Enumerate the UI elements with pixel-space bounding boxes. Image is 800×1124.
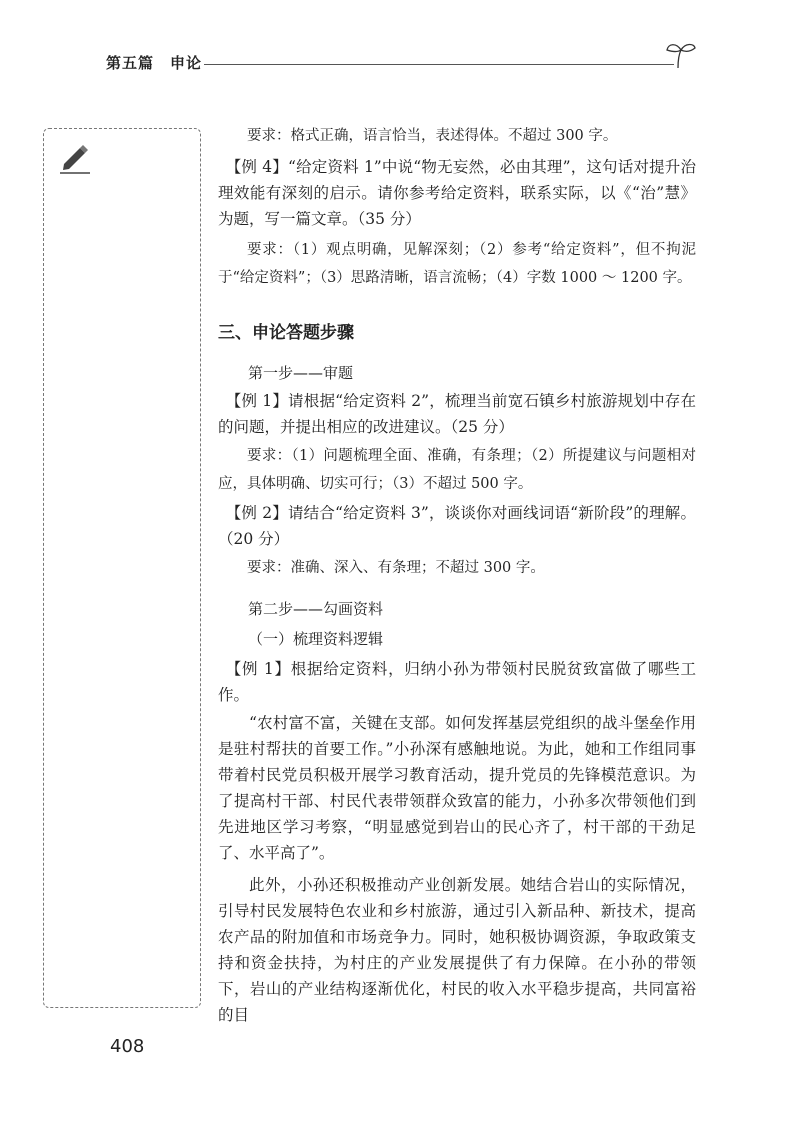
example-4: 【例 4】“给定资料 1”中说“物无妄然，必由其理”，这句话对提升治理效能有深刻的启示。请你参考给定资料，联系实际，以《“治”慧》为题，写一篇文章。（35 分） <box>218 158 696 228</box>
sprout-icon <box>664 40 698 70</box>
example-4-requirement: 要求：（1）观点明确，见解深刻；（2）参考“给定资料”，但不拘泥于“给定资料”；（3）思路清晰，语言流畅；（4）字数 1000 ～ 1200 字。 <box>218 242 696 286</box>
step1-example-2-requirement: 要求：准确、深入、有条理；不超过 300 字。 <box>247 560 545 576</box>
requirement-text: 要求：格式正确，语言恰当，表述得体。不超过 300 字。 <box>247 128 618 144</box>
step1-example-1-requirement: 要求：（1）问题梳理全面、准确，有条理；（2）所提建议与问题相对应，具体明确、切实可行；（3）不超过 500 字。 <box>218 448 696 492</box>
subsection-title: （一）梳理资料逻辑 <box>248 630 384 648</box>
step2-example-1: 【例 1】根据给定资料，归纳小孙为带领村民脱贫致富做了哪些工作。 <box>218 660 696 704</box>
main-content <box>218 122 696 1028</box>
notes-sidebar <box>43 128 201 1008</box>
page-number: 408 <box>110 1036 145 1057</box>
material-paragraph-1: “农村富不富，关键在支部。如何发挥基层党组织的战斗堡垒作用是驻村帮扶的首要工作。”小孙深有感触地说。为此，她和工作组同事带着村民党员积极开展学习教育活动，提升党员的先锋模范意识。为了提高村干部、村民代表带领群众致富的能力，小孙多次带领他们到先进地区学习考察，“明显感觉到岩山的民心齐了，村干部的干劲足了、水平高了”。 <box>218 714 696 862</box>
step-1-title: 第一步——审题 <box>248 364 354 382</box>
material-paragraph-2: 此外，小孙还积极推动产业创新发展。她结合岩山的实际情况，引导村民发展特色农业和乡村旅游，通过引入新品种、新技术，提高农产品的附加值和市场竞争力。同时，她积极协调资源，争取政策支持和资金扶持，为村庄的产业发展提供了有力保障。在小孙的带领下，岩山的产业结构逐渐优化，村民的收入水平稳步提高，共同富裕的目 <box>218 876 696 1024</box>
section-title: 三、申论答题步骤 <box>218 323 354 343</box>
step1-example-1: 【例 1】请根据“给定资料 2”，梳理当前宽石镇乡村旅游规划中存在的问题，并提出相应的改进建议。（25 分） <box>218 392 696 436</box>
header-rule <box>204 64 674 65</box>
pencil-icon <box>58 144 92 174</box>
chapter-header: 第五篇 申论 <box>106 54 203 72</box>
step-2-title: 第二步——勾画资料 <box>248 600 384 618</box>
step1-example-2: 【例 2】请结合“给定资料 3”，谈谈你对画线词语“新阶段”的理解。（20 分） <box>218 504 696 548</box>
